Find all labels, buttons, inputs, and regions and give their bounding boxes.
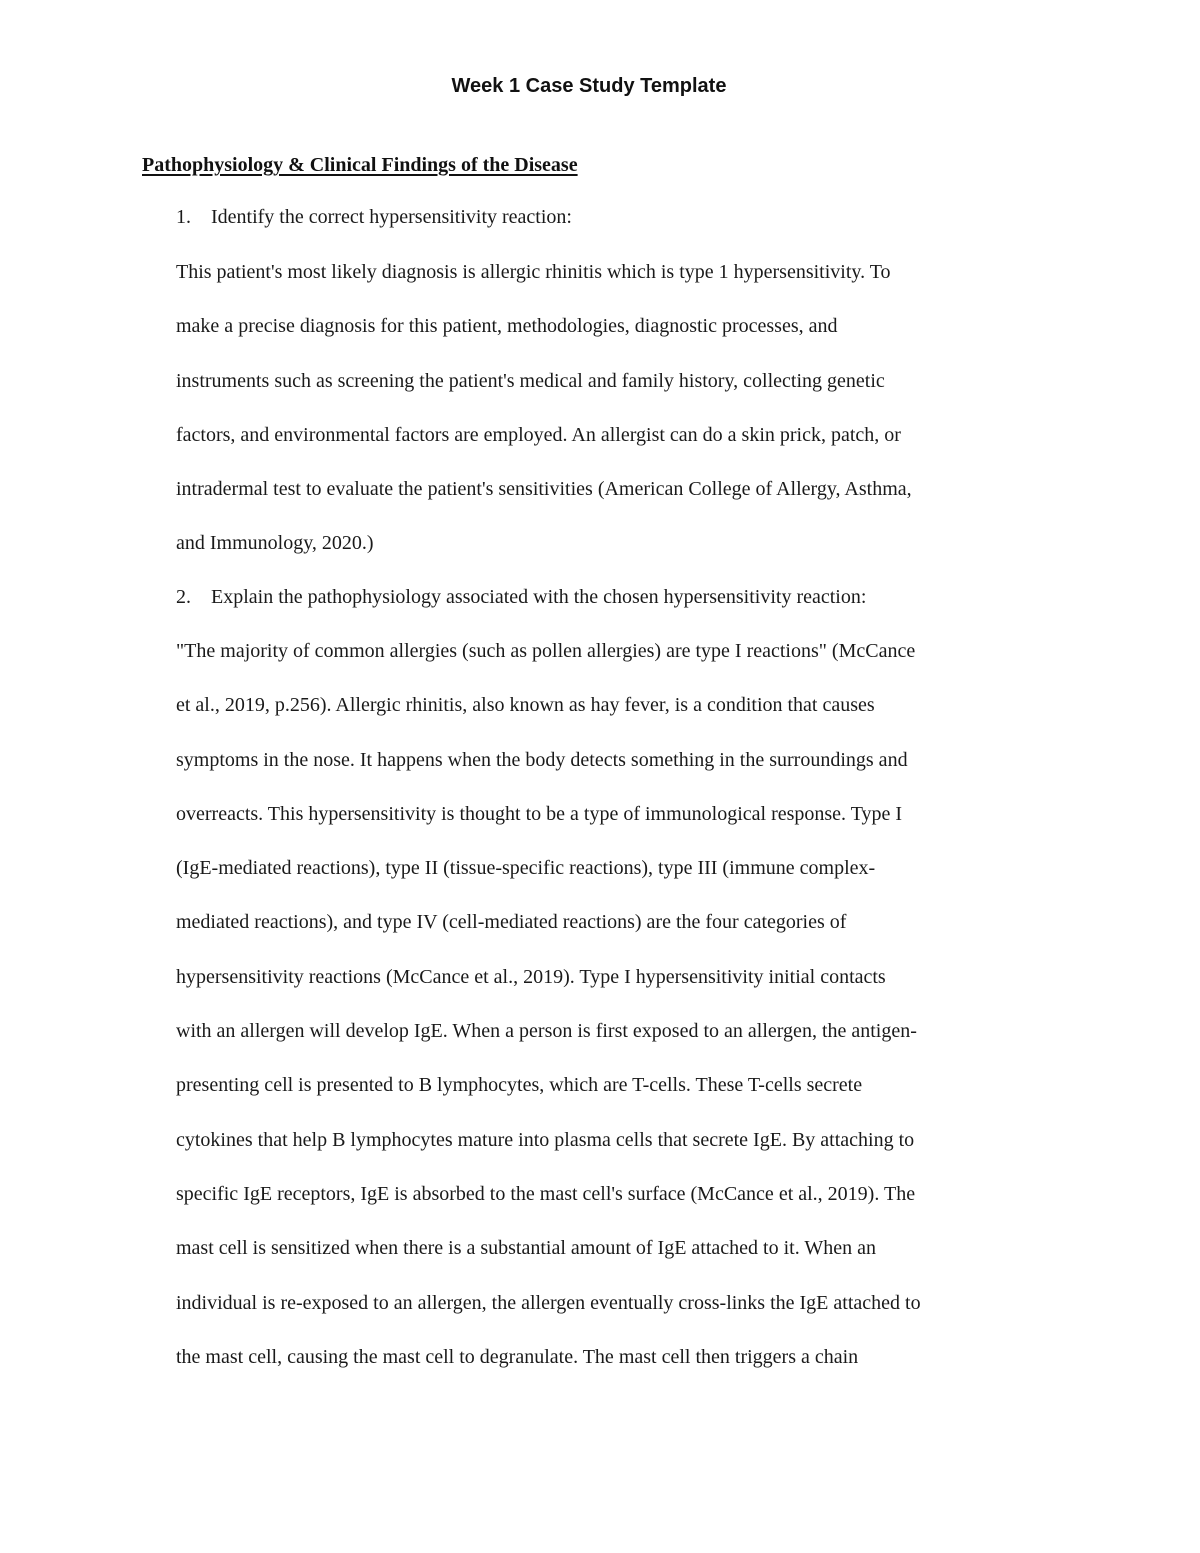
section-heading: Pathophysiology & Clinical Findings of the Disease [142, 154, 578, 176]
answer-1-line: intradermal test to evaluate the patient's sensitivities (American College of Allergy, Asthma, [176, 478, 912, 501]
answer-1-line: This patient's most likely diagnosis is allergic rhinitis which is type 1 hypersensitivity. To [176, 261, 891, 283]
answer-2-line: presenting cell is presented to B lymphocytes, which are T-cells. These T-cells secrete [176, 1074, 863, 1097]
answer-1-paragraph [176, 258, 1076, 584]
answer-2-line: with an allergen will develop IgE. When a person is first exposed to an allergen, the antigen- [176, 1020, 917, 1043]
answer-2-line: (IgE-mediated reactions), type II (tissue-specific reactions), type III (immune complex- [176, 857, 876, 880]
answer-2-line: the mast cell, causing the mast cell to degranulate. The mast cell then triggers a chain [176, 1345, 859, 1368]
answer-1-line: instruments such as screening the patient's medical and family history, collecting genetic [176, 369, 885, 392]
answer-2-line: cytokines that help B lymphocytes mature into plasma cells that secrete IgE. By attaching to [176, 1128, 915, 1151]
answer-2-line: et al., 2019, p.256). Allergic rhinitis, also known as hay fever, is a condition that causes [176, 694, 875, 717]
answer-2-line: individual is re-exposed to an allergen, the allergen eventually cross-links the IgE attached to [176, 1291, 921, 1314]
answer-1-line: and Immunology, 2020.) [176, 532, 374, 555]
question-2 [176, 583, 1076, 611]
answer-2-line: mast cell is sensitized when there is a substantial amount of IgE attached to it. When an [176, 1237, 876, 1260]
question-2-prompt: Explain the pathophysiology associated with the chosen hypersensitivity reaction: [211, 586, 867, 608]
question-1 [176, 203, 1076, 231]
answer-1-line: factors, and environmental factors are employed. An allergist can do a skin prick, patch, or [176, 423, 901, 446]
question-2-number: 2. [176, 586, 191, 608]
answer-2-line: overreacts. This hypersensitivity is thought to be a type of immunological response. Type I [176, 802, 903, 825]
answer-2-line: "The majority of common allergies (such as pollen allergies) are type I reactions" (McCance [176, 640, 916, 662]
answer-2-line: symptoms in the nose. It happens when the body detects something in the surroundings and [176, 748, 908, 771]
answer-1-line: make a precise diagnosis for this patient, methodologies, diagnostic processes, and [176, 315, 838, 338]
question-1-prompt: Identify the correct hypersensitivity reaction: [211, 206, 572, 228]
answer-2-line: hypersensitivity reactions (McCance et al., 2019). Type I hypersensitivity initial contacts [176, 965, 886, 988]
question-1-number: 1. [176, 206, 191, 228]
document-title: Week 1 Case Study Template [451, 75, 727, 97]
answer-2-line: mediated reactions), and type IV (cell-mediated reactions) are the four categories of [176, 911, 847, 934]
answer-2-paragraph [176, 637, 1076, 1397]
answer-2-line: specific IgE receptors, IgE is absorbed to the mast cell's surface (McCance et al., 2019). The [176, 1182, 916, 1205]
